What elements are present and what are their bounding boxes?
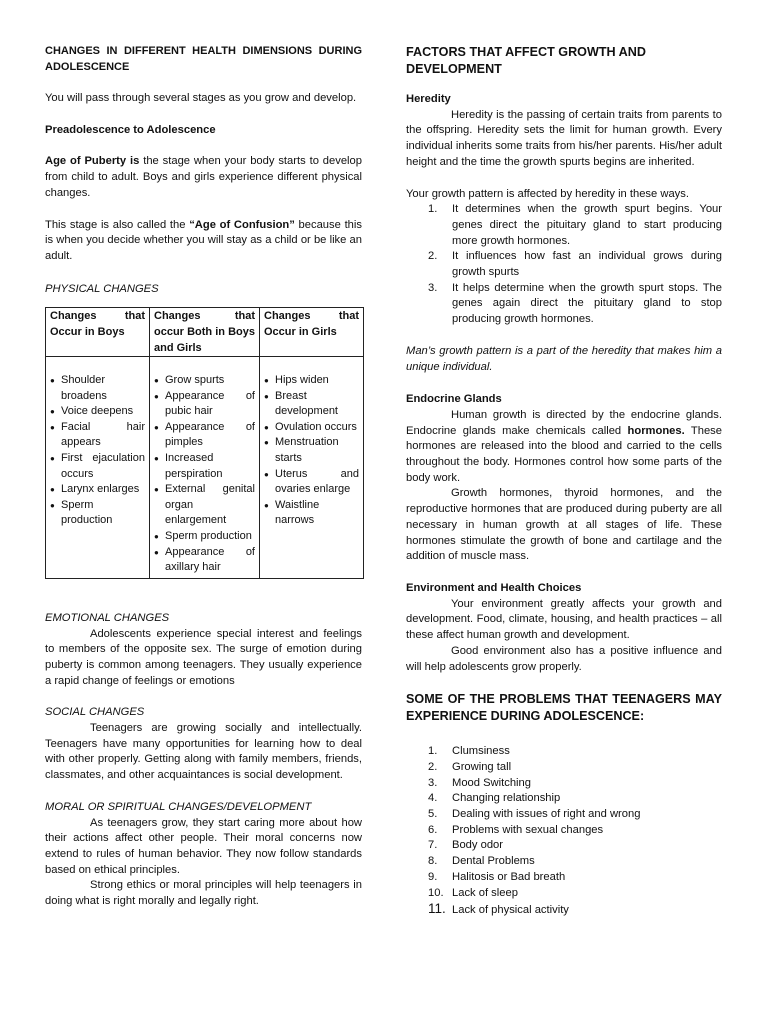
puberty-paragraph — [45, 154, 362, 201]
confusion-term: “Age of Confusion” — [189, 218, 295, 231]
list-number: 2. — [428, 760, 438, 773]
environment-text-1: Your environment greatly affects your growth and development. Food, climate, housing, and health practices – all these affect human growth and development. — [406, 597, 722, 642]
both-change-item: ● Increased perspiration — [154, 451, 255, 482]
right-column — [406, 44, 722, 919]
puberty-term: Age of Puberty is — [45, 155, 140, 168]
girls-change-item: ● Breast development — [264, 389, 359, 420]
both-change-item: ● External genital organ enlargement — [154, 482, 255, 529]
emotional-text: Adolescents experience special interest and feelings to members of the opposite sex. The surge of emotion during puberty is common among teenagers. They usually experience a rapid change of feelings or emotions — [45, 627, 362, 687]
puberty-text: the stage when your body starts to develop from child to adult. Boys and girls experience different physical changes. — [45, 155, 362, 199]
list-text: Dental Problems — [452, 855, 535, 868]
boys-change-item: ● Larynx enlarges — [50, 482, 145, 498]
physical-changes-table — [45, 307, 364, 579]
girls-change-item: ● Uterus and ovaries enlarge — [264, 467, 359, 498]
boys-change-item: ● Sperm production — [50, 498, 145, 529]
girls-change-item: ● Ovulation occurs — [264, 420, 359, 436]
list-number: 9. — [428, 870, 438, 883]
girls-change-item: ● Hips widen — [264, 373, 359, 389]
list-number: 6. — [428, 823, 438, 836]
list-text: Clumsiness — [452, 745, 510, 758]
girls-cell — [260, 357, 364, 579]
endocrine-text: Human growth is directed by the endocrine glands. Endocrine glands make chemicals called hormones. These hormones are released into the blood and carried to the cells throughout the body. Hormones control how some parts of the body work. — [406, 408, 722, 484]
heredity-text: Heredity is the passing of certain traits from parents to the offspring. Heredity sets the limit for human growth. Every individual inherits some traits from his/her parents. His/her adult height and the time the growth spurts begins are inherited. — [406, 108, 722, 168]
girls-changes-list — [264, 373, 359, 529]
boys-change-item: ● Voice deepens — [50, 404, 145, 420]
problem-item — [406, 901, 722, 919]
problem-item — [406, 744, 722, 760]
boys-cell — [46, 357, 150, 579]
confusion-pre: This stage is also called the — [45, 218, 190, 231]
header-girls: Changes that Occur in Girls — [260, 308, 364, 357]
list-number: 7. — [428, 839, 438, 852]
list-text: It helps determine when the growth spurt stops. The genes again direct the pituitary gland to stop producing growth hormones. — [452, 281, 722, 326]
physical-heading: PHYSICAL CHANGES — [45, 282, 159, 295]
list-number: 4. — [428, 792, 438, 805]
list-text: Lack of physical activity — [452, 904, 569, 917]
girls-change-item: ● Waistline narrows — [264, 498, 359, 529]
table-header-row — [46, 308, 364, 357]
left-title: CHANGES IN DIFFERENT HEALTH DIMENSIONS DURING ADOLESCENCE — [45, 45, 362, 73]
endocrine-heading: Endocrine Glands — [406, 393, 502, 406]
heredity-heading: Heredity — [406, 93, 451, 105]
endocrine-text-2: Growth hormones, thyroid hormones, and the reproductive hormones that are produced during puberty are all necessary in human growth at all stages of life. These hormones stimulate the growth of bone and cartilage and the addition of muscle mass. — [406, 487, 722, 563]
problem-item — [406, 776, 722, 792]
problem-item — [406, 838, 722, 854]
problems-heading: SOME OF THE PROBLEMS THAT TEENAGERS MAY EXPERIENCE DURING ADOLESCENCE: — [406, 692, 722, 724]
list-number: 1. — [428, 745, 438, 758]
list-text: Problems with sexual changes — [452, 823, 604, 836]
social-heading: SOCIAL CHANGES — [45, 706, 145, 719]
list-number: 5. — [428, 808, 438, 821]
both-change-item: ● Appearance of pimples — [154, 420, 255, 451]
list-text: Growing tall — [452, 760, 512, 773]
list-text: Lack of sleep — [452, 886, 518, 899]
moral-text-1: As teenagers grow, they start caring more about how their actions affect other people. Their moral concerns now extend to rules of human behavior. They now follow standards based on ethical principles. — [45, 816, 362, 876]
right-title: FACTORS THAT AFFECT GROWTH AND DEVELOPMENT — [406, 45, 646, 76]
list-number: 3. — [428, 776, 438, 789]
environment-heading: Environment and Health Choices — [406, 581, 582, 594]
confusion-post: because this is when you decide whether you will stay as a child or be like an adult. — [45, 218, 362, 262]
stage-heading: Preadolescence to Adolescence — [45, 123, 216, 136]
both-change-item: ● Sperm production — [154, 529, 255, 545]
boys-change-item: ● First ejaculation occurs — [50, 451, 145, 482]
both-changes-list — [154, 373, 255, 576]
list-number: 8. — [428, 855, 438, 868]
header-both: Changes that occur Both in Boys and Girls — [150, 308, 260, 357]
both-cell — [150, 357, 260, 579]
moral-heading: MORAL OR SPIRITUAL CHANGES/DEVELOPMENT — [45, 800, 312, 813]
problem-item — [406, 870, 722, 886]
list-text: Halitosis or Bad breath — [452, 870, 566, 883]
boys-change-item: ● Shoulder broadens — [50, 373, 145, 404]
heredity-ways-list — [406, 202, 722, 328]
hormones-term: hormones. — [627, 424, 685, 437]
problem-item — [406, 854, 722, 870]
boys-change-item: ● Facial hair appears — [50, 420, 145, 451]
emotional-heading: EMOTIONAL CHANGES — [45, 611, 170, 624]
heredity-way-item — [406, 202, 722, 249]
left-column — [45, 44, 362, 910]
problems-list — [406, 744, 722, 919]
environment-text-2: Good environment also has a positive influence and will help adolescents grow properly. — [406, 644, 722, 673]
both-change-item: ● Grow spurts — [154, 373, 255, 389]
list-number: 3. — [428, 281, 438, 294]
table-body-row — [46, 357, 364, 579]
list-text: Changing relationship — [452, 792, 561, 805]
boys-changes-list — [50, 373, 145, 529]
list-text: It determines when the growth spurt begins. Your genes direct the pituitary gland to start producing more growth hormones. — [452, 203, 722, 247]
both-change-item: ● Appearance of pubic hair — [154, 389, 255, 420]
list-text: Mood Switching — [452, 776, 531, 789]
header-boys: Changes that Occur in Boys — [46, 308, 150, 357]
list-text: Body odor — [452, 839, 503, 852]
social-text: Teenagers are growing socially and intellectually. Teenagers have many opportunities for learning how to deal with other properly. Getting along with family members, friends, classmates, and other acquaintances is social development. — [45, 722, 362, 782]
intro-text: You will pass through several stages as you grow and develop. — [45, 92, 357, 104]
list-number: 10. — [428, 886, 444, 899]
list-text: Dealing with issues of right and wrong — [452, 808, 641, 821]
pattern-intro: Your growth pattern is affected by heredity in these ways. — [406, 187, 689, 200]
list-text: It influences how fast an individual grows during growth spurts — [452, 250, 722, 279]
problem-item — [406, 791, 722, 807]
confusion-paragraph — [45, 218, 362, 265]
heredity-way-item — [406, 249, 722, 280]
moral-text-2: Strong ethics or moral principles will help teenagers in doing what is right morally and legally right. — [45, 879, 362, 908]
problem-item — [406, 760, 722, 776]
problem-item — [406, 823, 722, 839]
heredity-way-item — [406, 281, 722, 328]
list-number: 1. — [428, 203, 438, 216]
list-number: 11. — [428, 901, 446, 917]
both-change-item: ● Appearance of axillary hair — [154, 545, 255, 576]
problem-item — [406, 807, 722, 823]
heredity-note: Man’s growth pattern is a part of the heredity that makes him a unique individual. — [406, 344, 722, 373]
girls-change-item: ● Menstruation starts — [264, 435, 359, 466]
problem-item — [406, 886, 722, 902]
list-number: 2. — [428, 250, 438, 263]
